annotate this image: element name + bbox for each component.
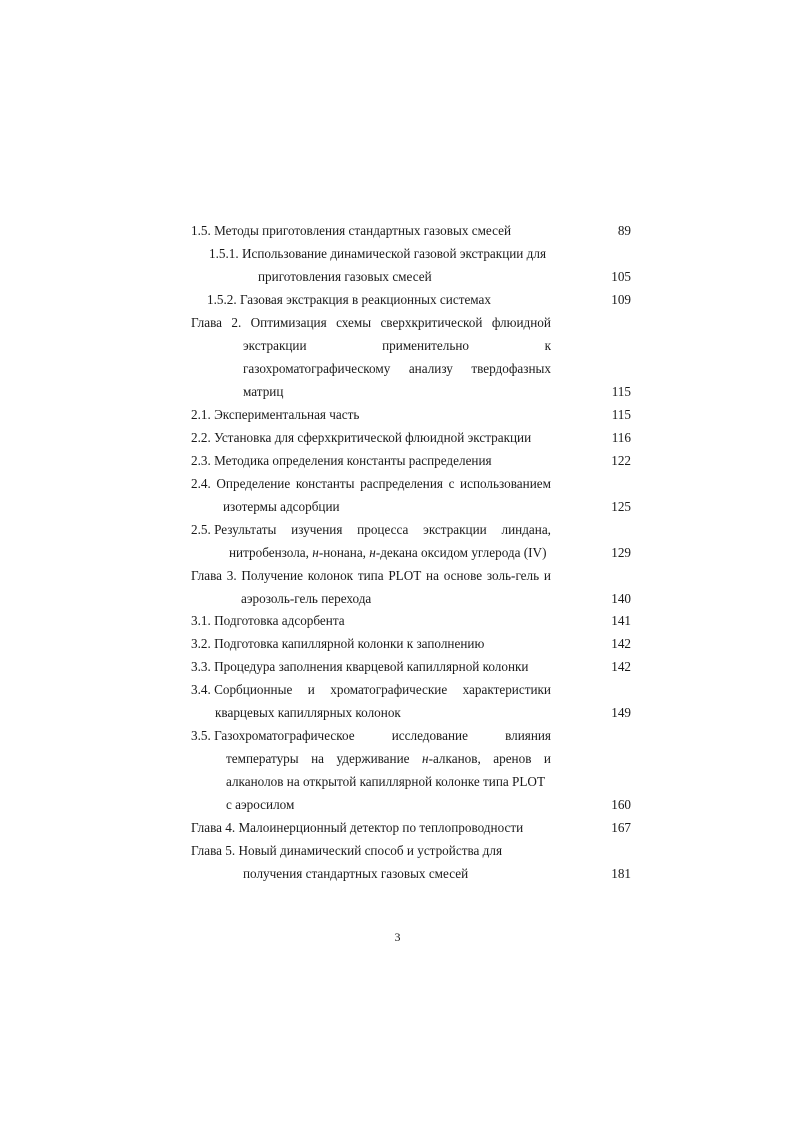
word: константы (295, 476, 355, 491)
italic-n: н (312, 545, 319, 560)
word: влияния (505, 728, 551, 743)
word: Оптимизация (250, 315, 327, 330)
toc-entry-2-5-line2 (229, 545, 546, 561)
word: применительно (382, 338, 469, 353)
word: линдана, (501, 522, 551, 537)
toc-entry-3-1-page: 141 (611, 613, 631, 628)
italic-n: н (369, 545, 376, 560)
toc-chapter-4-label: Глава 4. Малоинерционный детектор по теплопроводности (191, 820, 524, 835)
toc-entry-2-2-label: 2.2. Установка для сферхкритической флюидной экстракции (191, 430, 532, 445)
word: твердофазных (471, 361, 551, 376)
toc-entry-3-1-label: 3.1. Подготовка адсорбента (191, 613, 345, 628)
word: 3.4. Сорбционные (191, 682, 293, 697)
toc-entry-3-5-line4: с аэросилом (226, 797, 295, 812)
word: 2. (231, 315, 242, 330)
word: анализу (408, 361, 453, 376)
toc-entry-3-2-page: 142 (611, 636, 631, 651)
text-part: -нонана, (318, 545, 370, 560)
toc-chapter-4-page: 167 (611, 820, 631, 835)
toc-entry-3-5-page: 160 (611, 797, 631, 812)
word: 2.4. (191, 476, 211, 491)
toc-entry-2-3-label: 2.3. Методика определения константы распределения (191, 453, 492, 468)
toc-entry-2-5-page: 129 (611, 545, 631, 560)
toc-chapter-5-line2: получения стандартных газовых смесей (243, 866, 469, 881)
word: на (426, 568, 439, 583)
text-part: нитробензола, (229, 545, 313, 560)
toc-entry-1-5-label: 1.5. Методы приготовления стандартных газовых смесей (191, 223, 512, 238)
word: Глава (191, 315, 222, 330)
word: использованием (460, 476, 551, 491)
toc-entry-3-2-label: 3.2. Подготовка капиллярной колонки к заполнению (191, 636, 485, 651)
toc-chapter-5-line1: Глава 5. Новый динамический способ и устройства для (191, 843, 503, 858)
toc-entry-1-5-1-line1: 1.5.1. Использование динамической газовой экстракции для (209, 246, 547, 261)
toc-chapter-2-line2 (243, 338, 551, 354)
word: колонок (307, 568, 354, 583)
word: золь-гель (486, 568, 540, 583)
toc-entry-3-4-page: 149 (611, 705, 631, 720)
word: 2.5. Результаты (191, 522, 277, 537)
toc-entry-3-3-page: 142 (611, 659, 631, 674)
toc-chapter-2-line1 (191, 315, 551, 331)
word: процесса (357, 522, 409, 537)
word: сверхкритической (380, 315, 483, 330)
word: типа (357, 568, 384, 583)
toc-entry-2-4-page: 125 (611, 499, 631, 514)
toc-entry-1-5-2-label: 1.5.2. Газовая экстракция в реакционных системах (207, 292, 492, 307)
toc-entry-2-5-line1 (191, 522, 551, 538)
toc-entry-3-5-line3: алканолов на открытой капиллярной колонке типа PLOT (226, 774, 546, 789)
toc-chapter-3-page: 140 (611, 591, 631, 606)
word: 3. (226, 568, 237, 583)
toc-entry-1-5-page: 89 (617, 223, 631, 238)
word: 3.5. Газохроматографическое (191, 728, 355, 743)
word: PLOT (388, 568, 422, 583)
word: исследование (391, 728, 468, 743)
toc-entry-2-4-line1 (191, 476, 551, 492)
toc-entry-3-4-line1 (191, 682, 551, 698)
text-part: -алканов, аренов и (428, 751, 551, 766)
toc-chapter-2-line4: матриц (243, 384, 284, 399)
word: Получение (241, 568, 303, 583)
word: изучения (291, 522, 343, 537)
word: с (448, 476, 455, 491)
word: и (307, 682, 315, 697)
word: газохроматографическому (243, 361, 391, 376)
toc-entry-3-4-line2: кварцевых капиллярных колонок (215, 705, 401, 720)
toc-entry-3-3-label: 3.3. Процедура заполнения кварцевой капиллярной колонки (191, 659, 529, 674)
text-part: -декана оксидом углерода (IV) (375, 545, 547, 560)
toc-chapter-5-page: 181 (611, 866, 631, 881)
toc-chapter-2-page: 115 (611, 384, 631, 399)
italic-n: н (422, 751, 429, 766)
word: экстракции (423, 522, 487, 537)
toc-entry-3-5-line2 (226, 751, 551, 767)
toc-chapter-3-line2: аэрозоль-гель перехода (241, 591, 372, 606)
toc-chapter-3-line1 (191, 568, 551, 584)
word: распределения (360, 476, 443, 491)
word: хроматографические (330, 682, 448, 697)
word: Глава (191, 568, 222, 583)
page-number: 3 (394, 930, 401, 944)
toc-entry-2-1-label: 2.1. Экспериментальная часть (191, 407, 360, 422)
toc-entry-3-5-line1 (191, 728, 551, 744)
word: схемы (336, 315, 372, 330)
toc-entry-2-2-page: 116 (611, 430, 631, 445)
word: и (543, 568, 551, 583)
toc-chapter-2-line3 (243, 361, 551, 377)
toc-entry-1-5-1-page: 105 (611, 269, 631, 284)
text-part: температуры на удерживание (226, 751, 423, 766)
word: Определение (216, 476, 291, 491)
word: экстракции (243, 338, 307, 353)
word: к (544, 338, 551, 353)
toc-entry-2-1-page: 115 (611, 407, 631, 422)
toc-entry-1-5-1-line2: приготовления газовых смесей (258, 269, 432, 284)
word: основе (443, 568, 483, 583)
word: характеристики (462, 682, 551, 697)
toc-entry-2-4-line2: изотермы адсорбции (223, 499, 340, 514)
word: флюидной (491, 315, 551, 330)
toc-entry-2-3-page: 122 (611, 453, 631, 468)
toc-entry-1-5-2-page: 109 (611, 292, 631, 307)
